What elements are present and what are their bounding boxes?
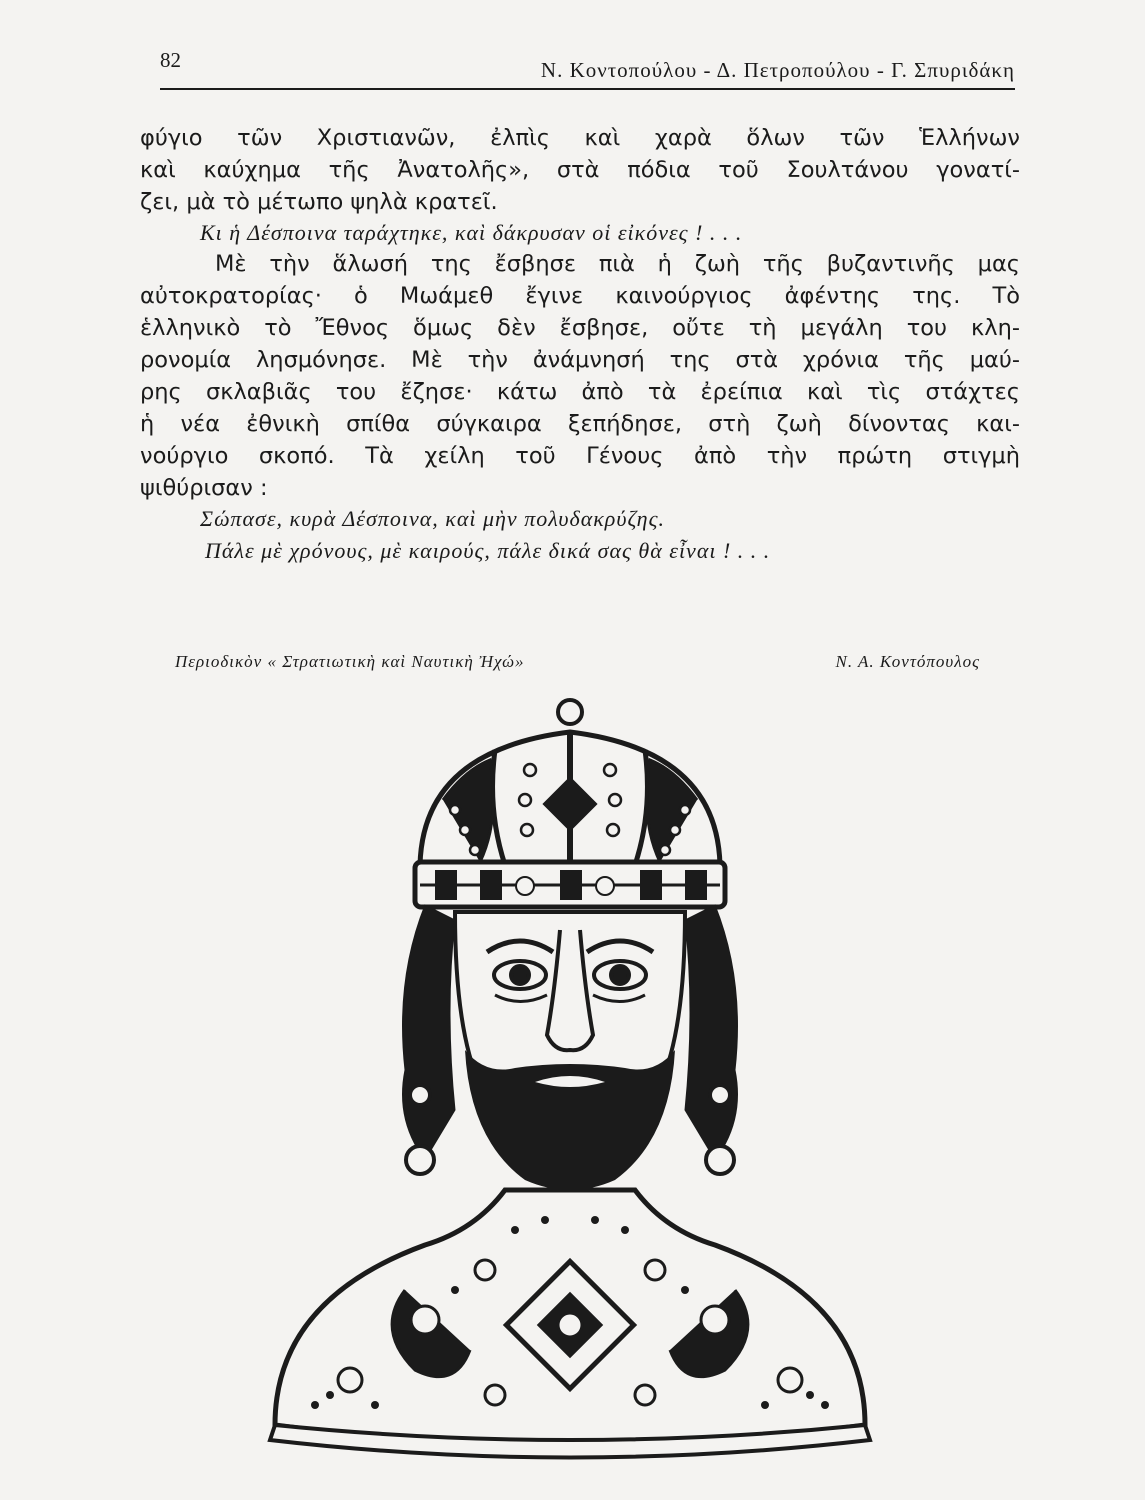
byzantine-emperor-portrait-icon <box>255 690 885 1470</box>
text-line: ἡ νέα ἐθνικὴ σπίθα σύγκαιρα ξεπήδησε, στὴ ζωὴ δίνοντας και- <box>140 411 1020 437</box>
text-line: ἑλληνικὸ τὸ Ἔθνος ὅμως δὲν ἔσβησε, οὔτε τὴ μεγάλη του κλη- <box>140 315 1020 341</box>
page-number: 82 <box>160 48 181 72</box>
verse-line: Πάλε μὲ χρόνους, μὲ καιρούς, πάλε δικά σας θὰ εἶναι ! . . . <box>205 538 771 563</box>
text-line: ζει, μὰ τὸ μέτωπο ψηλὰ κρατεῖ. <box>140 189 498 215</box>
text-line: νούργιο σκοπό. Τὰ χείλη τοῦ Γένους ἀπὸ τὴν πρώτη στιγμὴ <box>140 443 1020 469</box>
running-head: Ν. Κοντοπούλου - Δ. Πετροπούλου - Γ. Σπυριδάκη <box>540 58 1015 82</box>
collar <box>270 1190 870 1458</box>
face <box>455 912 685 1085</box>
citation-author: Ν. Α. Κοντόπουλος <box>835 652 980 671</box>
crown <box>415 700 725 907</box>
text-line: αὐτοκρατορίας· ὁ Μωάμεθ ἔγινε καινούργιος ἀφέντης της. Τὸ <box>140 283 1020 309</box>
text-line: ρης σκλαβιᾶς του ἔζησε· κάτω ἀπὸ τὰ ἐρείπια καὶ τὶς στάχτες <box>140 379 1020 405</box>
text-line: καὶ καύχημα τῆς Ἀνατολῆς», στὰ πόδια τοῦ Σουλτάνου γονατί- <box>140 157 1020 183</box>
text-line: ψιθύρισαν : <box>140 475 268 501</box>
beard <box>465 1050 675 1190</box>
verse-line: Σώπασε, κυρὰ Δέσποινα, καὶ μὴν πολυδακρύζης. <box>200 506 665 531</box>
text-line: φύγιο τῶν Χριστιανῶν, ἐλπὶς καὶ χαρὰ ὅλων τῶν Ἑλλήνων <box>140 125 1020 151</box>
text-line: Μὲ τὴν ἅλωσή της ἔσβησε πιὰ ἡ ζωὴ τῆς βυζαντινῆς μας <box>215 251 1020 277</box>
text-line: ρονομία λησμόνησε. Μὲ τὴν ἀνάμνησή της στὰ χρόνια τῆς μαύ- <box>140 347 1020 373</box>
header-rule <box>160 88 1015 90</box>
page-header <box>160 48 1015 90</box>
quote-line: Κι ἡ Δέσποινα ταράχτηκε, καὶ δάκρυσαν οἱ εἰκόνες ! . . . <box>200 220 743 245</box>
body-text <box>140 122 1020 566</box>
citation-source: Περιοδικὸν « Στρατιωτικὴ καὶ Ναυτικὴ Ἠχώ» <box>175 652 525 671</box>
